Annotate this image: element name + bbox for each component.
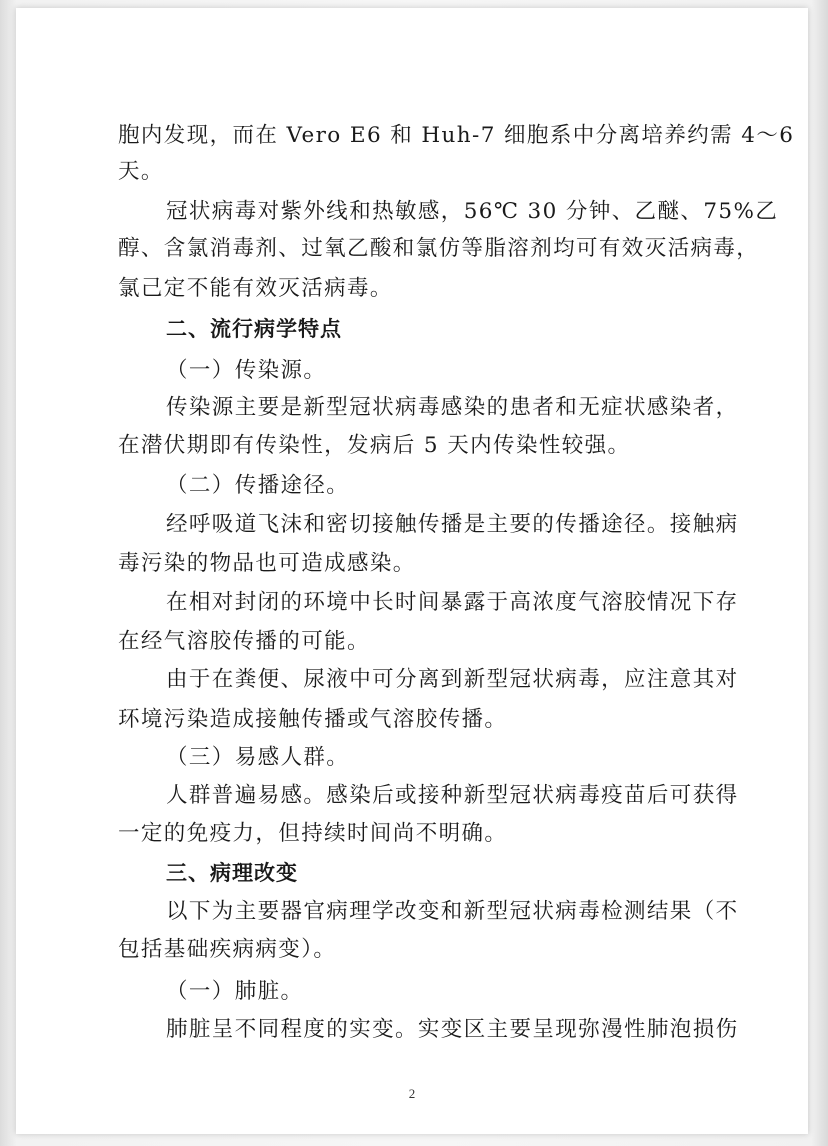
section-heading: 三、病理改变	[166, 861, 298, 885]
page-number: 2	[408, 1086, 416, 1101]
subsection-heading: （二）传播途径。	[166, 473, 350, 498]
document-page	[16, 8, 808, 1134]
text-line: 环境污染造成接触传播或气溶胶传播。	[118, 707, 508, 732]
section-heading: 二、流行病学特点	[166, 317, 342, 341]
text-line: 天。	[118, 159, 164, 184]
text-line: 由于在粪便、尿液中可分离到新型冠状病毒，应注意其对	[166, 667, 739, 692]
subsection-heading: （一）传染源。	[166, 358, 327, 383]
text-line: 在潜伏期即有传染性，发病后 5 天内传染性较强。	[118, 433, 631, 458]
text-line: 人群普遍易感。感染后或接种新型冠状病毒疫苗后可获得	[166, 783, 739, 808]
text-line: 冠状病毒对紫外线和热敏感，56℃ 30 分钟、乙醚、75%乙	[166, 199, 779, 224]
text-line: 在相对封闭的环境中长时间暴露于高浓度气溶胶情况下存	[166, 590, 739, 615]
text-line: 毒污染的物品也可造成感染。	[118, 551, 416, 576]
subsection-heading: （三）易感人群。	[166, 745, 350, 770]
text-line: 传染源主要是新型冠状病毒感染的患者和无症状感染者，	[166, 395, 739, 420]
text-line: 氯己定不能有效灭活病毒。	[118, 276, 393, 301]
text-line: 胞内发现，而在 Vero E6 和 Huh-7 细胞系中分离培养约需 4～6	[118, 123, 795, 148]
text-line: 经呼吸道飞沫和密切接触传播是主要的传播途径。接触病	[166, 512, 739, 537]
subsection-heading: （一）肺脏。	[166, 979, 304, 1004]
text-line: 一定的免疫力，但持续时间尚不明确。	[118, 821, 508, 846]
text-line: 在经气溶胶传播的可能。	[118, 629, 370, 654]
text-line: 肺脏呈不同程度的实变。实变区主要呈现弥漫性肺泡损伤	[166, 1017, 739, 1042]
text-line: 以下为主要器官病理学改变和新型冠状病毒检测结果（不	[166, 899, 739, 924]
document-body	[16, 8, 808, 1134]
text-line: 包括基础疾病病变）。	[118, 937, 337, 962]
text-line: 醇、含氯消毒剂、过氧乙酸和氯仿等脂溶剂均可有效灭活病毒，	[118, 236, 760, 261]
